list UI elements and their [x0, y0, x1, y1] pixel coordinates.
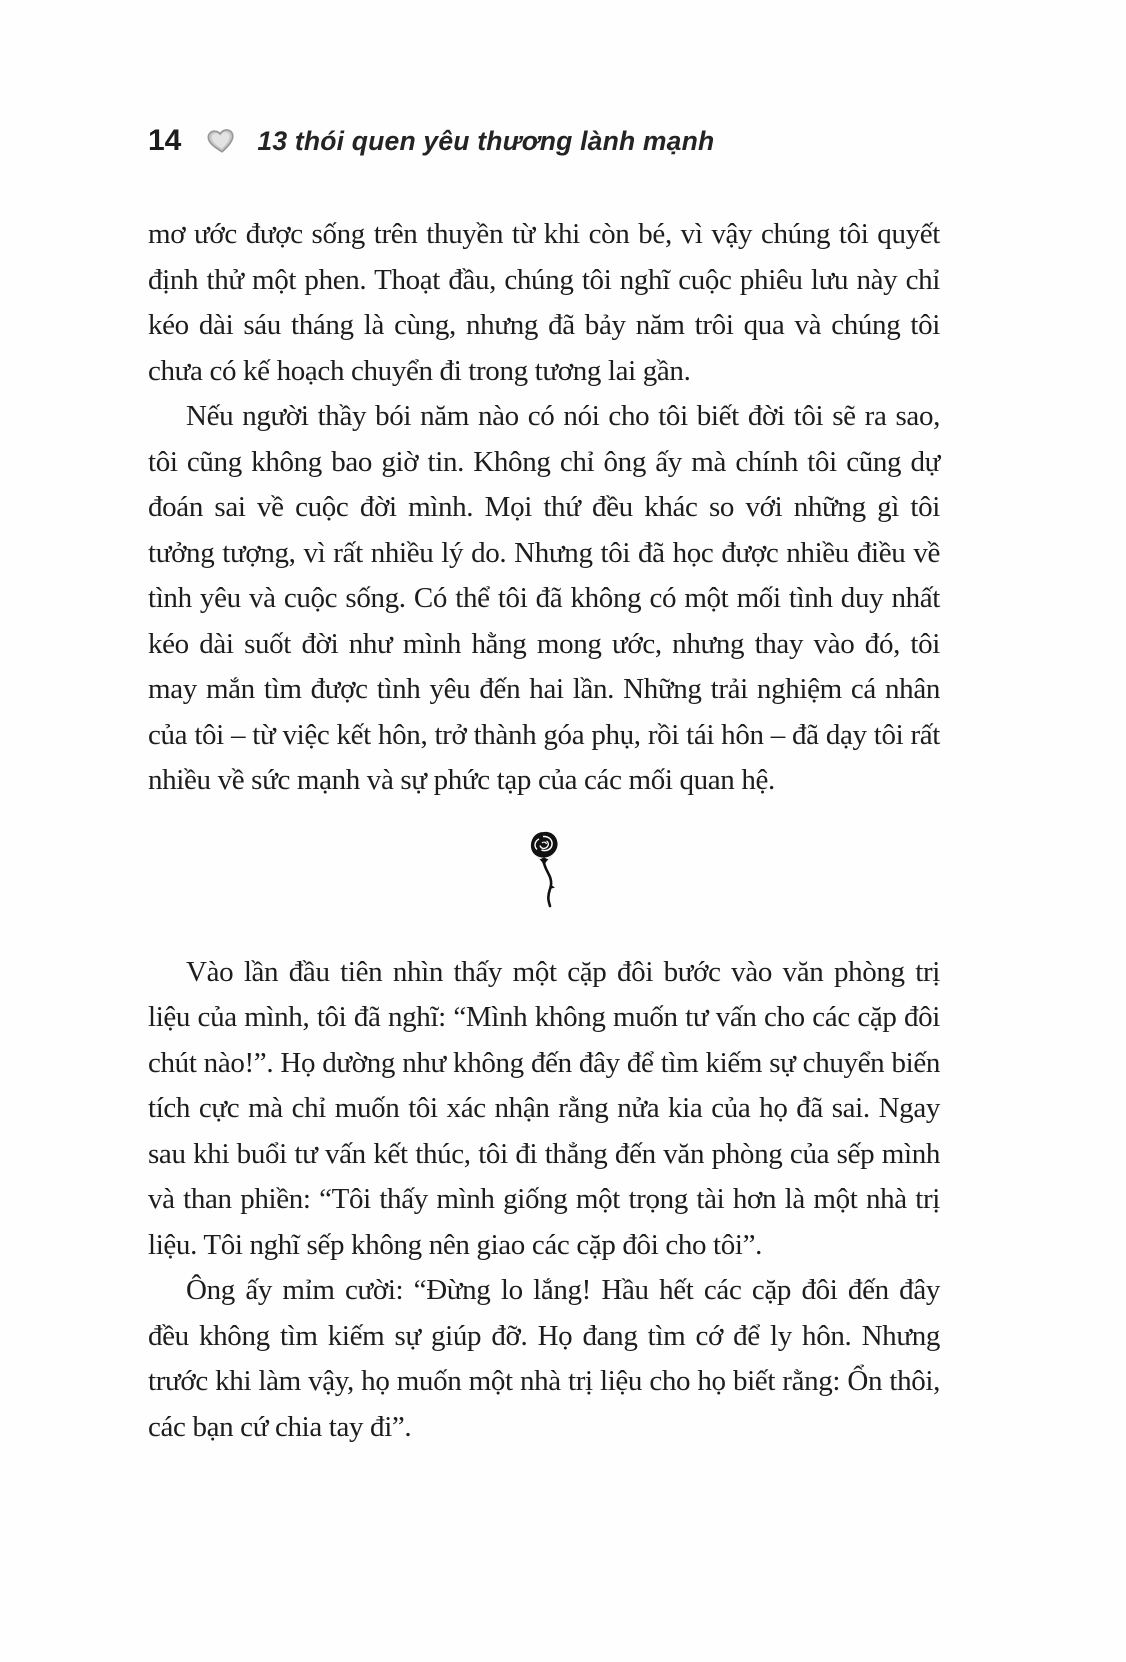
page-number: 14 — [148, 124, 182, 157]
paragraph-1: mơ ước được sống trên thuyền từ khi còn bé, vì vậy chúng tôi quyết định thử một phen. Thoạt đầu, chúng tôi nghĩ cuộc phiêu lưu này chỉ kéo dài sáu tháng là cùng, nhưng đã bảy năm trôi qua và chúng tôi chưa có kế hoạch chuyển đi trong tương lai gần. — [148, 218, 940, 387]
paragraph-2: Nếu người thầy bói năm nào có nói cho tôi biết đời tôi sẽ ra sao, tôi cũng không bao giờ tin. Không chỉ ông ấy mà chính tôi cũng dự đoán sai về cuộc đời mình. Mọi thứ đều khác so với những gì tôi tưởng tượng, vì rất nhiều lý do. Nhưng tôi đã học được nhiều điều về tình yêu và cuộc sống. Có thể tôi đã không có một mối tình duy nhất kéo dài suốt đời như mình hằng mong ước, nhưng thay vào đó, tôi may mắn tìm được tình yêu đến hai lần. Những trải nghiệm cá nhân của tôi – từ việc kết hôn, trở thành góa phụ, rồi tái hôn – đã dạy tôi rất nhiều về sức mạnh và sự phức tạp của các mối quan hệ. — [148, 400, 940, 796]
rose-ornament-icon — [148, 830, 940, 908]
page-header — [148, 122, 940, 160]
paragraph-4: Ông ấy mỉm cười: “Đừng lo lắng! Hầu hết các cặp đôi đến đây đều không tìm kiếm sự giúp đỡ. Họ đang tìm cớ để ly hôn. Nhưng trước khi làm vậy, họ muốn một nhà trị liệu cho họ biết rằng: Ổn thôi, các bạn cứ chia tay đi”. — [148, 1274, 940, 1443]
paragraph-3: Vào lần đầu tiên nhìn thấy một cặp đôi bước vào văn phòng trị liệu của mình, tôi đã nghĩ: “Mình không muốn tư vấn cho các cặp đôi chút nào!”. Họ dường như không đến đây để tìm kiếm sự chuyển biến tích cực mà chỉ muốn tôi xác nhận rằng nửa kia của họ đã sai. Ngay sau khi buổi tư vấn kết thúc, tôi đi thẳng đến văn phòng của sếp mình và than phiền: “Tôi thấy mình giống một trọng tài hơn là một nhà trị liệu. Tôi nghĩ sếp không nên giao các cặp đôi cho tôi”. — [148, 955, 940, 1261]
page-body — [148, 212, 940, 1450]
running-title: 13 thói quen yêu thương lành mạnh — [257, 125, 715, 156]
heart-icon — [207, 128, 235, 154]
